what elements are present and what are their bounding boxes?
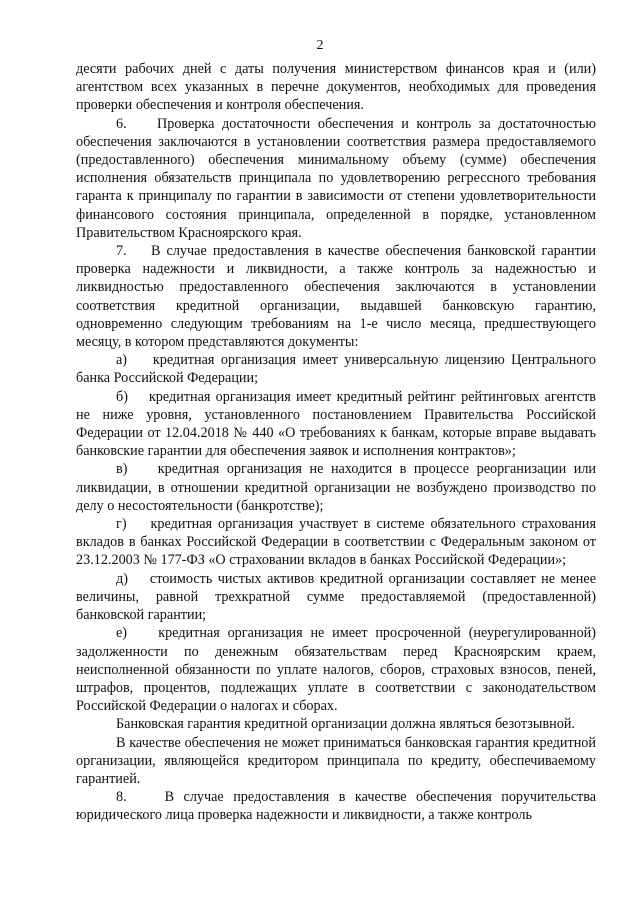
subitem-a: а) кредитная организация имеет универсальную лицензию Центрального банка Российской Федерации; [76, 352, 596, 387]
subitem-e: е) кредитная организация не имеет просроченной (неурегулированной) задолженности по денежным обязательствам перед Красноярским краем, неисполненной обязанности по уплате налогов, сборов, страховых взносов, пеней, штрафов, процентов, подлежащих уплате в соответствии с законодательством Российской Федерации о налогах и сборах. [76, 625, 596, 715]
subitem-v: в) кредитная организация не находится в процессе реорганизации или ликвидации, в отношении кредитной организации не возбуждено производство по делу о несостоятельности (банкротстве); [76, 461, 596, 514]
paragraph-item-8: 8. В случае предоставления в качестве обеспечения поручительства юридического лица проверка надежности и ликвидности, а также контроль [76, 789, 596, 824]
subitem-g: г) кредитная организация участвует в системе обязательного страхования вкладов в банках Российской Федерации в соответствии с Федеральным законом от 23.12.2003 № 177-ФЗ «О страховании вкладов в банках Российской Федерации»; [76, 516, 596, 569]
paragraph-item-6: 6. Проверка достаточности обеспечения и контроль за достаточностью обеспечения заключаются в установлении соответствия размера предоставляемого (предоставленного) обеспечения минимальному объему (сумме) обеспечения исполнения обязательств принципала по удовлетворению регрессного требования гаранта к принципалу по гарантии в зависимости от степени удовлетворительности финансового состояния принципала, определенной в порядке, установленном Правительством Красноярского края. [76, 115, 596, 241]
document-body [76, 60, 596, 825]
paragraph-creditor-restriction: В качестве обеспечения не может приниматься банковская гарантия кредитной организации, являющейся кредитором принципала по кредиту, обеспечиваемому гарантией. [76, 734, 596, 787]
paragraph-continuation: десяти рабочих дней с даты получения министерством финансов края и (или) агентством всех указанных в перечне документов, необходимых для проведения проверки обеспечения и контроля обеспечения. [76, 61, 596, 114]
subitem-b: б) кредитная организация имеет кредитный рейтинг рейтинговых агентств не ниже уровня, установленного постановлением Правительства Российской Федерации от 12.04.2018 № 440 «О требованиях к банкам, которые вправе выдавать банковские гарантии для обеспечения заявок и исполнения контрактов»; [76, 388, 596, 460]
page-number: 2 [316, 38, 324, 53]
paragraph-item-7: 7. В случае предоставления в качестве обеспечения банковской гарантии проверка надежности и ликвидности, а также контроль за надежностью и ликвидностью предоставленного обеспечения заключаются в установлении соответствия кредитной организации, выдавшей банковскую гарантию, одновременно следующим требованиям на 1-е число месяца, предшествующего месяцу, в котором представляются документы: [76, 243, 596, 351]
subitem-d: д) стоимость чистых активов кредитной организации составляет не менее величины, равной трехкратной сумме предоставляемой (предоставленной) банковской гарантии; [76, 570, 596, 624]
paragraph-irrevocable: Банковская гарантия кредитной организации должна являться безотзывной. [116, 716, 575, 733]
